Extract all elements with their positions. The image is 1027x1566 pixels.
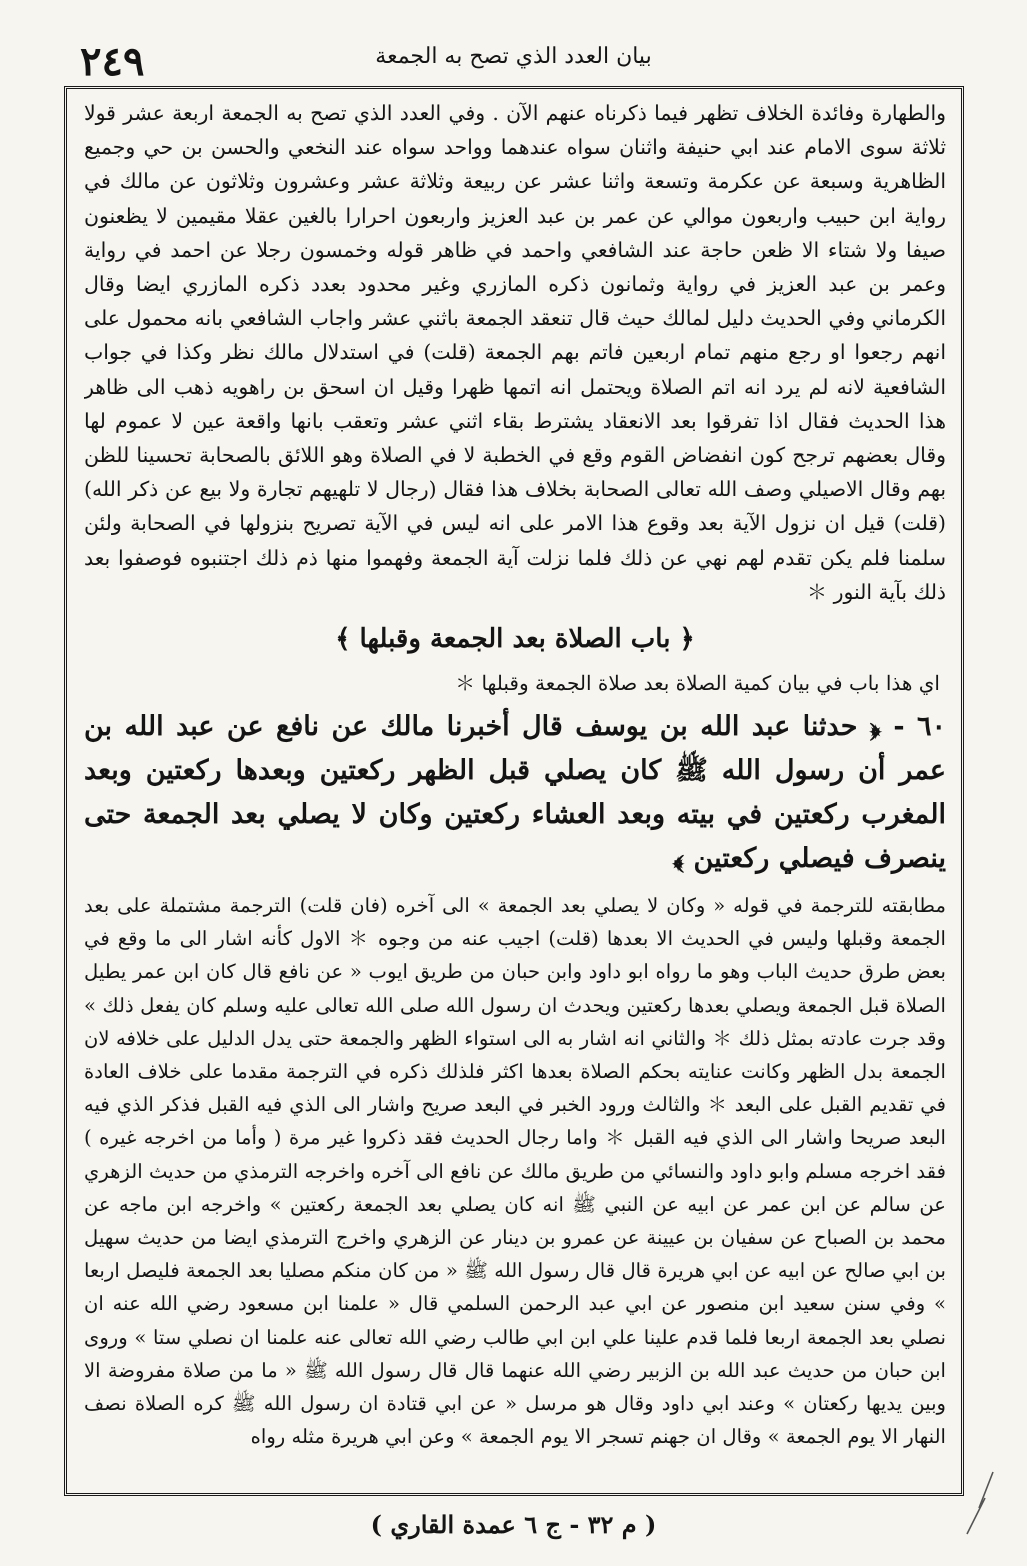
page-content [84, 96, 946, 1486]
intro-paragraph: والطهارة وفائدة الخلاف تظهر فيما ذكرناه عنهم الآن . وفي العدد الذي تصح به الجمعة اربعة عشر قولا ثلاثة سوى الامام عند ابي حنيفة واثنان سواه عندهما وواحد سواه عند النخعي والحسن بن حي وجميع الظاهرية وسبعة عن عكرمة وتسعة واثنا عشر عن ربيعة وثلاثة عشر وعشرون وثلاثون عن مالك في رواية ابن حبيب واربعون موالي عن عمر بن عبد العزيز واربعون احرارا بالغين عقلا مقيمين لا يظعنون صيفا ولا شتاء الا ظعن حاجة عند الشافعي واحمد في ظاهر قوله وخمسون رجلا عن احمد في رواية وعمر بن عبد العزيز في رواية وثمانون ذكره المازري وغير محدود بعدد ذكره المازري ايضا وقال الكرماني وفي الحديث دليل لمالك حيث قال تنعقد الجمعة باثني عشر واجاب الشافعي بانه محمول على انهم رجعوا او رجع منهم تمام اربعين فاتم بهم الجمعة (قلت) في استدلال مالك نظر وكذا في جواب الشافعية لانه لم يرد انه اتم الصلاة ويحتمل انه اتمها ظهرا وقيل ان اسحق بن راهويه ذهب الى ظاهر هذا الحديث فقال اذا تفرقوا بعد الانعقاد يشترط بقاء اثني عشر وتعقب بانها واقعة عين لا عموم لها وقال بعضهم ترجح كون انفضاض القوم وقع في الخطبة لا في الصلاة وهو اللائق بالصحابة تحسينا للظن بهم وقال الاصيلي وصف الله تعالى الصحابة بخلاف هذا فقال (رجال لا تلهيهم تجارة ولا بيع عن ذكر الله) (قلت) قيل ان نزول الآية بعد وقوع هذا الامر على انه ليس في الآية تصريح بنزولها في الصحابة ولئن سلمنا فلم يكن تقدم لهم نهي عن ذلك فلما نزلت آية الجمعة وفهموا منها ذم ذلك اجتنبوه فوصفوا بعد ذلك بآية النور ＊ [84, 101, 946, 604]
chapter-title: ﴿ باب الصلاة بعد الجمعة وقبلها ﴾ [335, 624, 695, 655]
running-header: بيان العدد الذي تصح به الجمعة [375, 44, 652, 69]
commentary-paragraph: مطابقته للترجمة في قوله « وكان لا يصلي بعد الجمعة » الى آخره (فان قلت) الترجمة مشتملة على بعد الجمعة وقبلها وليس في الحديث الا بعدها (قلت) اجيب عنه من وجوه ＊ الاول كأنه اشار الى ما وقع في بعض طرق حديث الباب وهو ما رواه ابو داود وابن حبان من طريق ايوب « عن نافع قال كان ابن عمر يطيل الصلاة قبل الجمعة ويصلي بعدها ركعتين ويحدث ان رسول الله صلى الله تعالى عليه وسلم كان يفعل ذلك » وقد جرت عادته بمثل ذلك ＊ والثاني انه اشار به الى استواء الظهر والجمعة حتى يدل الدليل على خلافه لان الجمعة بدل الظهر وكانت عنايته بحكم الصلاة بعدها اكثر فلذلك ذكره في الترجمة مقدما على خلاف العادة في تقديم القبل على البعد ＊ والثالث ورود الخبر في البعد صريح واشار الى الذي فيه القبل فذكر الذي فيه البعد صريحا واشار الى الذي فيه القبل ＊ واما رجال الحديث فقد ذكروا غير مرة ( وأما من اخرجه غيره ) فقد اخرجه مسلم وابو داود والنسائي من طريق مالك عن نافع الى آخره واخرجه الترمذي من حديث الزهري عن سالم عن ابن عمر عن ابيه عن النبي ﷺ انه كان يصلي بعد الجمعة ركعتين » واخرجه ابن ماجه عن محمد بن الصباح عن سفيان بن عيينة عن عمرو بن دينار عن الزهري واخرج الترمذي ايضا من حديث سهيل بن ابي صالح عن ابيه عن ابي هريرة قال قال رسول الله ﷺ « من كان منكم مصليا بعد الجمعة فليصل اربعا » وفي سنن سعيد ابن منصور عن ابي عبد الرحمن السلمي قال « علمنا ابن مسعود رضي الله عنه ان نصلي بعد الجمعة اربعا فلما قدم علينا علي ابن ابي طالب رضي الله تعالى عنه علمنا ان نصلي ستا » وروى ابن حبان من حديث عبد الله بن الزبير رضي الله عنهما قال قال رسول الله ﷺ « ما من صلاة مفروضة الا وبين يديها ركعتان » وعند ابي داود وقال هو مرسل « عن ابي قتادة ان رسول الله ﷺ كره الصلاة نصف النهار الا يوم الجمعة » وقال ان جهنم تسجر الا يوم الجمعة » وعن ابي هريرة مثله رواه [84, 894, 946, 1449]
footer-signature: ( م ٣٢ - ج ٦ عمدة القاري ) [370, 1510, 657, 1539]
page-number: ٢٤٩ [80, 38, 145, 85]
chapter-subtitle: اي هذا باب في بيان كمية الصلاة بعد صلاة الجمعة وقبلها ＊ [455, 671, 940, 696]
hadith-text: ٦٠ - ﴿ حدثنا عبد الله بن يوسف قال أخبرنا مالك عن نافع عن عبد الله بن عمر أن رسول الله ﷺ كان يصلي قبل الظهر ركعتين وبعدها ركعتين وبعد المغرب ركعتين في بيته وبعد العشاء ركعتين وكان لا يصلي بعد الجمعة حتى ينصرف فيصلي ركعتين ﴾ [84, 711, 946, 875]
corner-pencil-mark [959, 1468, 999, 1538]
